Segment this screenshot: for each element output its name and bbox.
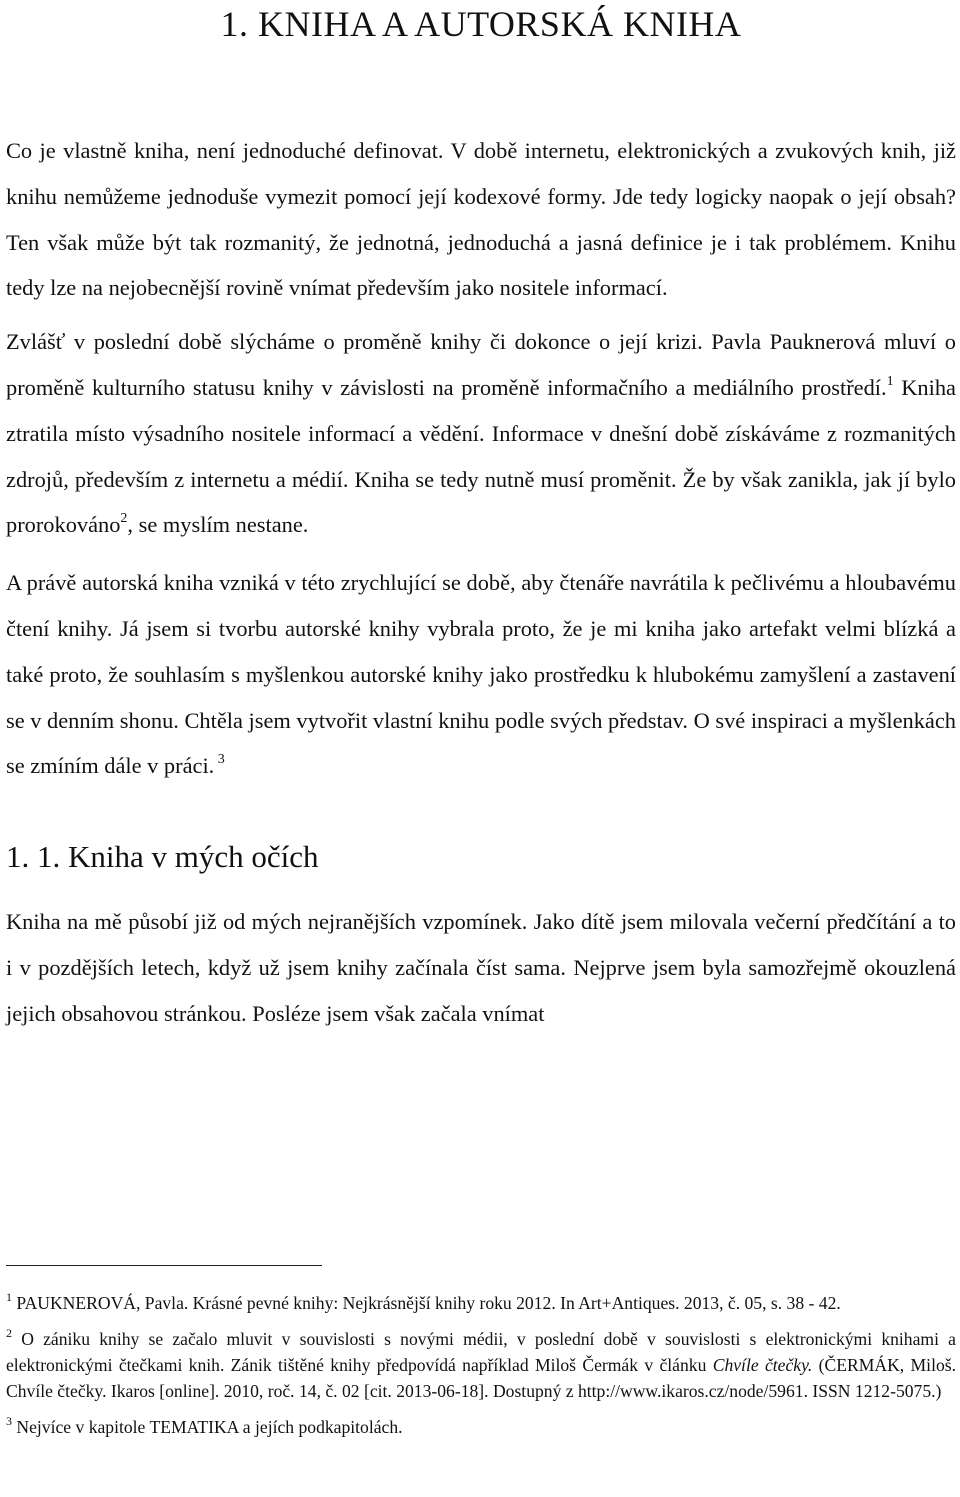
document-page: [6, 0, 956, 1037]
paragraph-3-text: A právě autorská kniha vzniká v této zrychlující se době, aby čtenáře navrátila k pečlivému a hloubavému čtení knihy. Já jsem si tvorbu autorské knihy vybrala proto, že je mi kniha jako artefakt velmi blízká a také proto, že souhlasím s myšlenkou autorské knihy jako prostředku k hlubokému zamyšlení a zastavení se v denním shonu. Chtěla jsem vytvořit vlastní knihu podle svých představ. O své inspiraci a myšlenkách se zmíním dále v práci.: [6, 570, 956, 779]
footnote-ref-2: 2: [120, 511, 128, 527]
paragraph-1: Co je vlastně kniha, není jednoduché definovat. V době internetu, elektronických a zvukových knih, již knihu nemůžeme jednoduše vymezit pomocí její kodexové formy. Jde tedy logicky naopak o její obsah? Ten však může být tak rozmanitý, že jednotná, jednoduchá a jasná definice je i tak problémem. Knihu tedy lze na nejobecnější rovině vnímat především jako nositele informací.: [6, 138, 956, 301]
footnote-1-text: PAUKNEROVÁ, Pavla. Krásné pevné knihy: Nejkrásnější knihy roku 2012. In Art+Antiques. 2013, č. 05, s. 38 - 42.: [12, 1293, 841, 1313]
footnote-ref-1: 1: [886, 373, 894, 389]
footnotes: [6, 1290, 956, 1440]
paragraph-3: [6, 560, 956, 789]
section-paragraph: Kniha na mě působí již od mých nejranějších vzpomínek. Jako dítě jsem milovala večerní předčítání a to i v pozdějších letech, když už jsem knihy začínala číst sama. Nejprve jsem byla samozřejmě okouzlená jejich obsahovou stránkou. Posléze jsem však začala vnímat: [6, 909, 956, 1027]
chapter-body: [6, 128, 956, 1037]
paragraph-2-text-c: , se myslím nestane.: [127, 512, 309, 538]
footnote-separator: [6, 1265, 322, 1266]
footnote-2-text-b: (ČERMÁK, Miloš. Chvíle čtečky. Ikaros [online]. 2010, roč. 14, č. 02 [cit. 2013-06-18]. Dostupný z http://www.ikaros.cz/node/5961. ISSN 1212-5075.): [6, 1355, 956, 1401]
chapter-title: 1. KNIHA A AUTORSKÁ KNIHA: [220, 4, 742, 44]
section-body: [6, 899, 956, 1037]
footnote-2-number: 2: [6, 1326, 12, 1340]
paragraph-2-text-a: Zvlášť v poslední době slýcháme o proměně knihy či dokonce o její krizi. Pavla Pauknerová mluví o proměně kulturního statusu knihy v závislosti na proměně informačního a mediálního prostředí.: [6, 329, 956, 400]
paragraph-2: [6, 319, 956, 548]
footnote-2-text-a: O zániku knihy se začalo mluvit v souvislosti s novými médii, v poslední době v souvislosti s elektronickými knihami a elektronickými čtečkami knih. Zánik tištěné knihy předpovídá například Miloš Čermák v článku: [6, 1329, 956, 1375]
footnote-2: [6, 1326, 956, 1404]
footnote-ref-3: 3: [214, 752, 225, 768]
footnote-3: [6, 1414, 956, 1440]
footnote-1-number: 1: [6, 1290, 12, 1304]
footnote-3-number: 3: [6, 1414, 12, 1428]
section-heading: 1. 1. Kniha v mých očích: [6, 839, 319, 875]
footnote-3-text: Nejvíce v kapitole TEMATIKA a jejích podkapitolách.: [12, 1417, 403, 1437]
footnote-1: [6, 1290, 956, 1316]
footnote-2-article-title: Chvíle čtečky.: [712, 1355, 813, 1375]
paragraph-2-text-b: Kniha ztratila místo výsadního nositele informací a vědění. Informace v dnešní době získáváme z rozmanitých zdrojů, především z internetu a médií. Kniha se tedy nutně musí proměnit. Že by však zanikla, jak jí bylo prorokováno: [6, 374, 956, 538]
